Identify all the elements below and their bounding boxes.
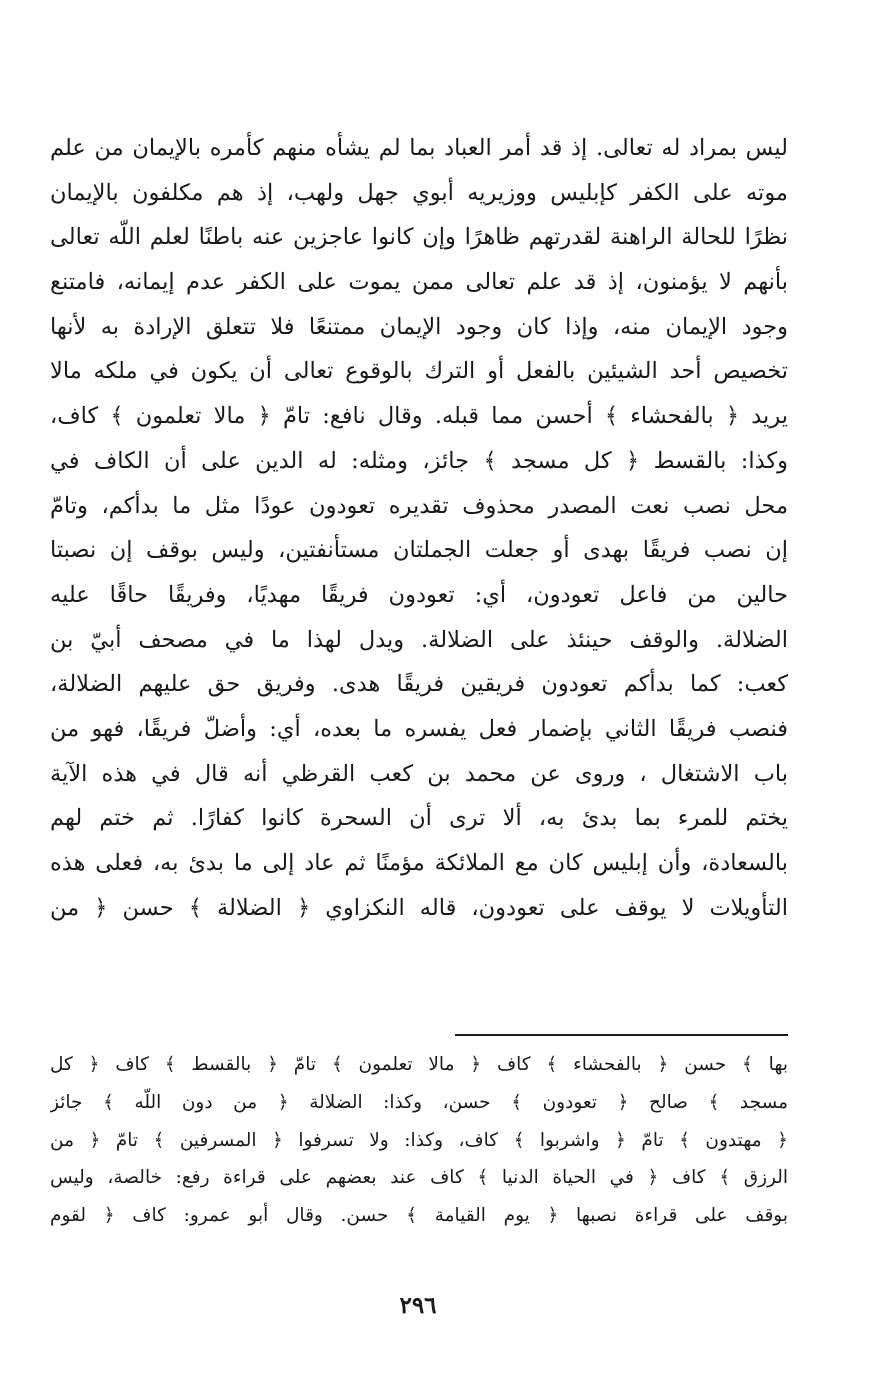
text-line: يريد ﴿ بالفحشاء ﴾ أحسن مما قبله. وقال نافع: تامّ ﴿ مالا تعلمون ﴾ كاف، [50,403,788,430]
text-line: التأويلات لا يوقف على تعودون، قاله النكزاوي ﴿ الضلالة ﴾ حسن ﴿ من [50,894,788,921]
text-line: وكذا: بالقسط ﴿ كل مسجد ﴾ جائز، ومثله: له الدين على أن الكاف في [50,447,788,474]
text-line: محل نصب نعت المصدر محذوف تقديره تعودون عودًا مثل ما بدأكم، وتامّ [50,492,788,519]
text-line: بأنهم لا يؤمنون، إذ قد علم تعالى ممن يموت على الكفر عدم إيمانه، فامتنع [50,269,788,296]
text-line: حالين من فاعل تعودون، أي: تعودون فريقًا مهديًا، وفريقًا حاقًا عليه [50,581,788,608]
text-line: الضلالة. والوقف حينئذ على الضلالة. ويدل لهذا ما في مصحف أبيّ بن [50,626,788,653]
text-line: إن نصب فريقًا بهدى أو جعلت الجملتان مستأنفتين، وليس بوقف إن نصبتا [50,537,788,564]
text-line: تخصيص أحد الشيئين بالفعل أو الترك بالوقوع تعالى أن يكون في ملكه مالا [50,358,788,385]
text-line: ليس بمراد له تعالى. إذ قد أمر العباد بما لم يشأه منهم كأمره بالإيمان من علم [50,135,788,161]
footnotes [50,1046,788,1235]
footnote-line: مسجد ﴾ صالح ﴿ تعودون ﴾ حسن، وكذا: الضلالة ﴿ من دون اللّه ﴾ جائز [50,1091,788,1113]
footnote-line: الرزق ﴾ كاف ﴿ في الحياة الدنيا ﴾ كاف عند بعضهم على قراءة رفع: خالصة، وليس [50,1167,788,1189]
text-line: موته على الكفر كإبليس ووزيريه أبوي جهل ولهب، إذ هم مكلفون بالإيمان [50,179,788,206]
page-number: ٢٩٦ [399,1292,437,1319]
text-line: باب الاشتغال ، وروى عن محمد بن كعب القرظي أنه قال في هذه الآية [50,760,788,787]
footnote-separator [455,1034,788,1036]
main-text-body [50,126,788,930]
footnote-line: بها ﴾ حسن ﴿ بالفحشاء ﴾ كاف ﴿ مالا تعلمون ﴾ تامّ ﴿ بالقسط ﴾ كاف ﴿ كل [50,1054,788,1075]
footnote-line: بوقف على قراءة نصبها ﴿ يوم القيامة ﴾ حسن. وقال أبو عمرو: كاف ﴿ لقوم [50,1205,788,1227]
text-line: وجود الإيمان منه، وإذا كان وجود الإيمان ممتنعًا فلا تتعلق الإرادة به لأنها [50,313,788,340]
text-line: يختم للمرء بما بدئ به، ألا ترى أن السحرة كانوا كفارًا. ثم ختم لهم [50,805,788,832]
text-line: كعب: كما بدأكم تعودون فريقين فريقًا هدى. وفريق حق عليهم الضلالة، [50,671,788,698]
text-line: فنصب فريقًا الثاني بإضمار فعل يفسره ما بعده، أي: وأضلّ فريقًا، فهو من [50,715,788,742]
text-line: بالسعادة، وأن إبليس كان مع الملائكة مؤمنًا ثم عاد إلى ما بدئ به، فعلى هذه [50,850,788,876]
text-line: نظرًا للحالة الراهنة لقدرتهم ظاهرًا وإن كانوا عاجزين عنه باطنًا لعلم اللّه تعالى [50,224,788,251]
footnote-line: ﴿ مهتدون ﴾ تامّ ﴿ واشربوا ﴾ كاف، وكذا: ولا تسرفوا ﴿ المسرفين ﴾ تامّ ﴿ من [50,1129,788,1151]
